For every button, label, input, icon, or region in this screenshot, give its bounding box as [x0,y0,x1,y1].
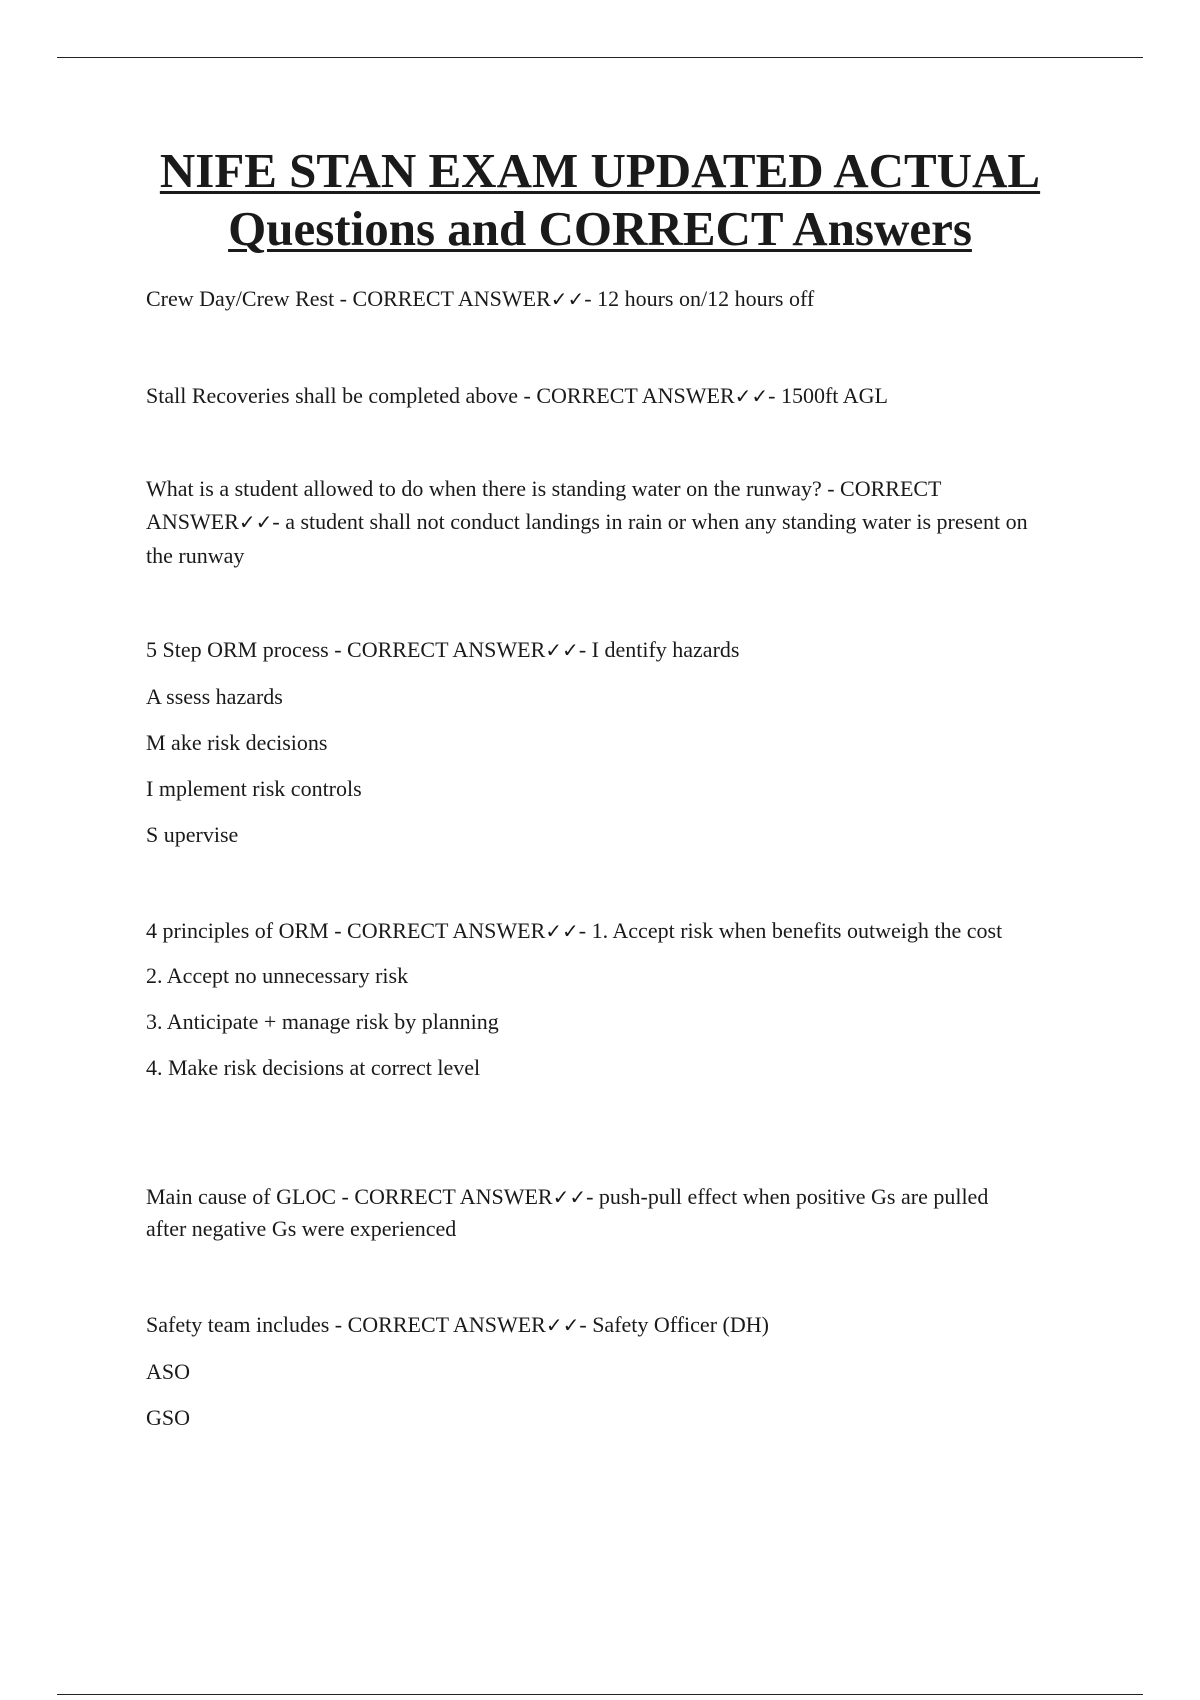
answer-text: - 1. Accept risk when benefits outweigh the cost [578,918,1003,943]
answer-line: A ssess hazards [146,684,283,709]
qa-item [146,633,739,851]
document-title [0,142,1200,258]
double-check-icon: ✓✓ [550,287,585,311]
top-rule [57,57,1143,58]
question-text: 4 principles of ORM - [146,918,348,943]
correct-answer-label: CORRECT ANSWER [347,918,546,943]
answer-text: - 1500ft AGL [768,383,888,408]
answer-line: GSO [146,1405,191,1430]
correct-answer-label: CORRECT ANSWER [347,1312,546,1337]
answer-text: - I dentify hazards [578,637,740,662]
correct-answer-label: CORRECT ANSWER [347,637,546,662]
answer-line: S upervise [146,822,239,847]
double-check-icon: ✓✓ [552,1185,587,1209]
correct-answer-label: CORRECT ANSWER [536,383,735,408]
double-check-icon: ✓✓ [545,638,579,662]
correct-answer-label: CORRECT ANSWER [146,476,942,534]
answer-line: 3. Anticipate + manage risk by planning [146,1009,499,1034]
answer-text: - 12 hours on/12 hours off [584,286,815,311]
title-line-2: Questions and CORRECT Answers [228,201,972,256]
bottom-rule [57,1694,1143,1695]
answer-text: - a student shall not conduct landings in rain or when any standing water is present on the runway [146,509,1028,568]
double-check-icon: ✓✓ [734,384,769,408]
qa-item [146,1308,769,1434]
question-text: Stall Recoveries shall be completed above - [146,383,537,408]
title-line-1: NIFE STAN EXAM UPDATED ACTUAL [159,143,1041,198]
question-text: Safety team includes - [146,1312,348,1337]
answer-line: ASO [146,1359,191,1384]
qa-item [146,916,1066,1084]
answer-line: 2. Accept no unnecessary risk [146,963,409,988]
question-text: What is a student allowed to do when there is standing water on the runway? - [146,476,841,501]
answer-line: I mplement risk controls [146,776,362,801]
answer-text: - Safety Officer (DH) [579,1312,769,1337]
answer-text: - push-pull effect when positive Gs are pulled after negative Gs were experienced [146,1184,989,1241]
answer-line: 4. Make risk decisions at correct level [146,1055,481,1080]
qa-item [146,379,888,413]
correct-answer-label: CORRECT ANSWER [354,1184,553,1209]
qa-item [146,472,1036,572]
double-check-icon: ✓✓ [545,1313,580,1337]
answer-line: M ake risk decisions [146,730,328,755]
correct-answer-label: CORRECT ANSWER [352,286,551,311]
question-text: Main cause of GLOC - [146,1184,355,1209]
double-check-icon: ✓✓ [545,919,579,943]
question-text: 5 Step ORM process - [146,637,348,662]
qa-item [146,282,814,316]
double-check-icon: ✓✓ [238,510,273,534]
question-text: Crew Day/Crew Rest - [146,286,353,311]
qa-item [146,1181,1026,1245]
